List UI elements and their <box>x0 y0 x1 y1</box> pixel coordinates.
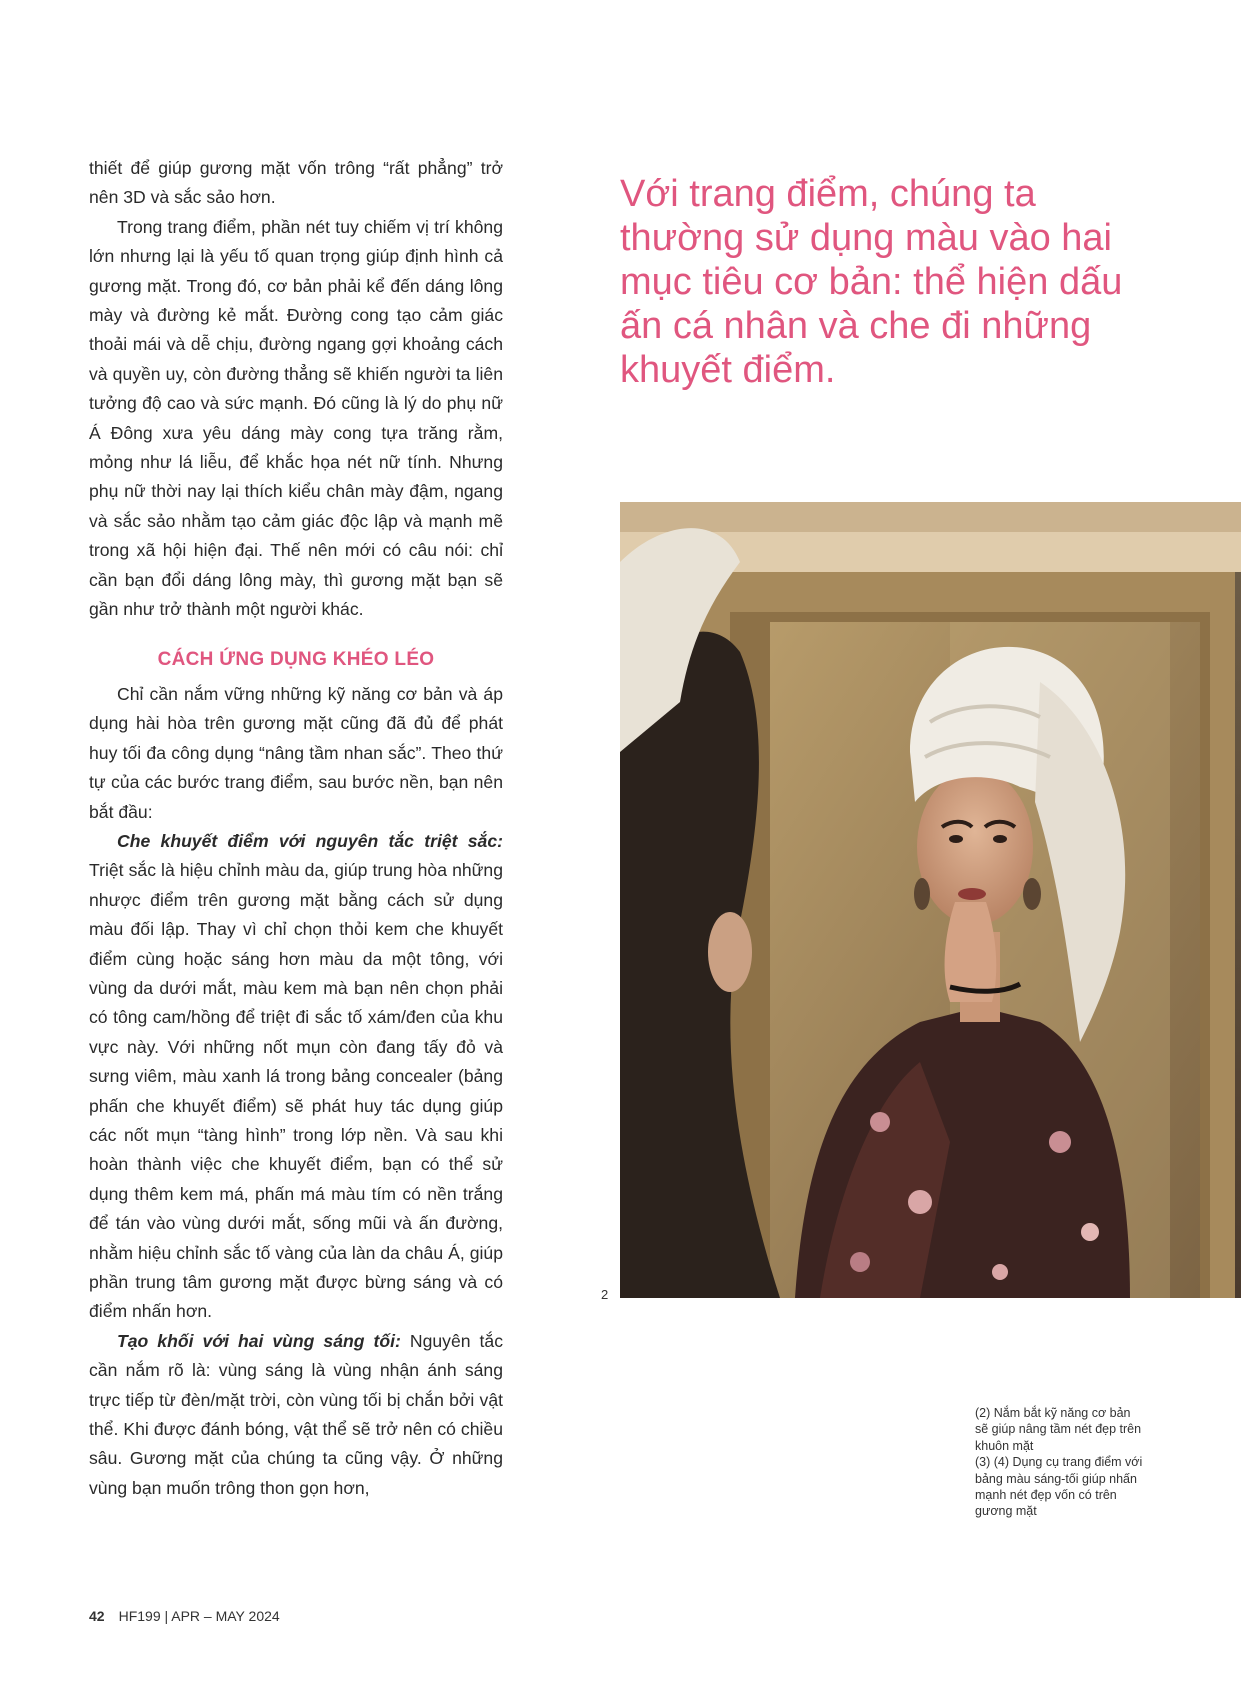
paragraph-text: Triệt sắc là hiệu chỉnh màu da, giúp trung hòa những nhược điểm trên gương mặt bằng cách sử dụng màu đối lập. Thay vì chỉ chọn thỏi kem che khuyết điểm cùng hoặc sáng hơn màu da một tông, với vùng da dưới mắt, màu kem mà bạn nên chọn phải có tông cam/hồng để triệt đi sắc tố xám/đen của khu vực này. Với những nốt mụn còn đang tấy đỏ và sưng viêm, màu xanh lá trong bảng concealer (bảng phấn che khuyết điểm) sẽ phát huy tác dụng giúp các nốt mụn “tàng hình” trong lớp nền. Và sau khi hoàn thành việc che khuyết điểm, bạn có thể sử dụng thêm kem má, phấn má màu tím có nền trắng để tán vào vùng dưới mắt, sống mũi và ấn đường, nhằm hiệu chỉnh sắc tố vàng của làn da châu Á, giúp phần trung tâm gương mặt được bừng sáng và có điểm nhấn hơn. <box>89 860 503 1322</box>
article-paragraph: thiết để giúp gương mặt vốn trông “rất phẳng” trở nên 3D và sắc sảo hơn. <box>89 158 503 208</box>
section-heading: CÁCH ỨNG DỤNG KHÉO LÉO <box>157 648 435 670</box>
pull-quote: Với trang điểm, chúng ta thường sử dụng màu vào hai mục tiêu cơ bản: thể hiện dấu ấn cá nhân và che đi những khuyết điểm. <box>620 173 1123 391</box>
photo-illustration <box>620 502 1241 1298</box>
page-number: 42 <box>89 1608 105 1624</box>
article-paragraph <box>89 827 503 1327</box>
figure-caption <box>975 1405 1145 1520</box>
caption-line: (2) Nắm bắt kỹ năng cơ bản sẽ giúp nâng tầm nét đẹp trên khuôn mặt <box>975 1406 1142 1453</box>
issue-label: HF199 | APR – MAY 2024 <box>118 1608 280 1624</box>
figure-number: 2 <box>601 1287 609 1302</box>
article-paragraph: Chỉ cần nắm vững những kỹ năng cơ bản và áp dụng hài hòa trên gương mặt cũng đã đủ để phát huy tối đa công dụng “nâng tầm nhan sắc”. Theo thứ tự của các bước trang điểm, sau bước nền, bạn nên bắt đầu: <box>89 683 503 822</box>
paragraph-lead: Che khuyết điểm với nguyên tắc triệt sắc: <box>117 830 503 851</box>
article-paragraph: Trong trang điểm, phần nét tuy chiếm vị trí không lớn nhưng lại là yếu tố quan trọng giúp định hình cả gương mặt. Trong đó, cơ bản phải kể đến dáng lông mày và đường kẻ mắt. Đường cong tạo cảm giác thoải mái và dễ chịu, đường ngang gợi khoảng cách và quyền uy, còn đường thẳng sẽ khiến người ta liên tưởng độ cao và sức mạnh. Đó cũng là lý do phụ nữ Á Đông xưa yêu dáng mày cong tựa trăng rằm, mỏng như lá liễu, để khắc họa nét nữ tính. Nhưng phụ nữ thời nay lại thích kiểu chân mày đậm, ngang và sắc sảo nhằm tạo cảm giác độc lập và mạnh mẽ trong xã hội hiện đại. Thế nên mới có câu nói: chỉ cần bạn đổi dáng lông mày, thì gương mặt bạn sẽ gần như trở thành một người khác. <box>89 216 503 620</box>
article-paragraph <box>89 1327 503 1503</box>
paragraph-text: Nguyên tắc cần nắm rõ là: vùng sáng là vùng nhận ánh sáng trực tiếp từ đèn/mặt trời, còn vùng tối bị chắn bởi vật thể. Khi được đánh bóng, vật thể sẽ trở nên có chiều sâu. Gương mặt của chúng ta cũng vậy. Ở những vùng bạn muốn trông thon gọn hơn, <box>89 1330 504 1498</box>
caption-line: (3) (4) Dụng cụ trang điểm với bảng màu sáng-tối giúp nhấn mạnh nét đẹp vốn có trên gương mặt <box>975 1455 1143 1519</box>
page-footer <box>89 1608 280 1624</box>
article-body <box>89 154 503 1503</box>
photo-woman-mirror <box>620 502 1241 1298</box>
paragraph-lead: Tạo khối với hai vùng sáng tối: <box>117 1330 401 1351</box>
